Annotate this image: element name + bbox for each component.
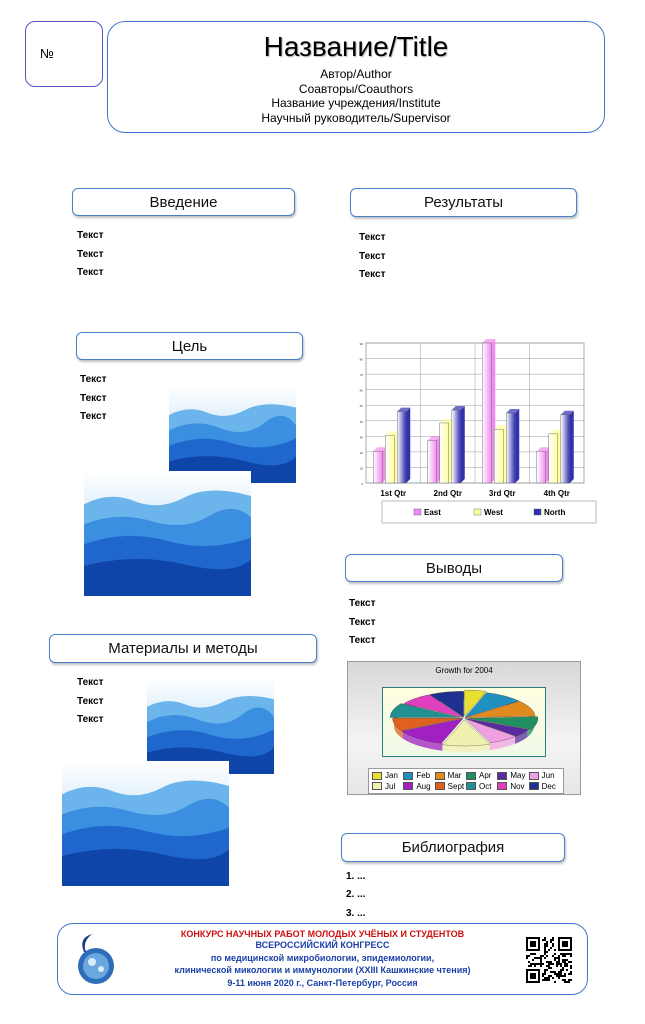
pie-legend-item <box>372 782 403 792</box>
bar <box>482 343 491 483</box>
pie-legend-swatch <box>435 772 445 780</box>
footer-congress-title: ВСЕРОССИЙСКИЙ КОНГРЕСС <box>255 940 390 950</box>
intro-text-1: Текст <box>77 230 104 241</box>
goal-text-2: Текст <box>80 393 107 404</box>
pie-chart-title: Growth for 2004 <box>435 666 493 675</box>
pie-legend-item <box>529 782 560 792</box>
number-box <box>25 21 103 87</box>
section-results-header: Результаты <box>350 188 577 217</box>
pie-legend-swatch <box>529 772 539 780</box>
pie-legend-item <box>466 771 497 781</box>
footer-contest-title: КОНКУРС НАУЧНЫХ РАБОТ МОЛОДЫХ УЧЁНЫХ И СТУДЕНТОВ <box>180 929 465 939</box>
goal-text-3: Текст <box>80 411 107 422</box>
page-title: Название/Title <box>263 31 449 62</box>
bar <box>494 429 503 483</box>
pie-legend-label: Mar <box>447 771 462 781</box>
pie-legend-label: Jun <box>541 771 555 781</box>
section-conclusions-header: Выводы <box>345 554 563 582</box>
pie-legend-label: Dec <box>541 781 556 791</box>
pie-legend-swatch <box>372 772 382 780</box>
pie-legend-item <box>529 771 560 781</box>
pie-legend-item <box>497 782 528 792</box>
conclusions-text-2: Текст <box>349 617 376 628</box>
x-tick-label: 2nd Qtr <box>433 489 462 498</box>
bar <box>561 415 570 483</box>
pie-legend-item <box>435 771 466 781</box>
bar <box>397 412 406 483</box>
conclusions-text-3: Текст <box>349 635 376 646</box>
pie-legend-swatch <box>529 782 539 790</box>
pie-legend-item <box>403 771 434 781</box>
pie-legend-label: Feb <box>416 771 431 781</box>
y-tick-label: 80 <box>359 357 363 362</box>
results-text-1: Текст <box>359 232 386 243</box>
bar <box>537 451 546 483</box>
y-tick-label: 90 <box>359 342 363 346</box>
legend-label: North <box>544 508 566 517</box>
y-tick-label: 60 <box>359 388 363 393</box>
pie-legend-item <box>435 782 466 792</box>
x-tick-label: 1st Qtr <box>380 489 407 498</box>
pie-legend-label: May <box>510 771 526 781</box>
y-tick-label: 20 <box>359 450 363 455</box>
pie-legend-item <box>403 782 434 792</box>
footer-congress-subtitle-2: клинической микологии и иммунологии (XXIII Кашкинские чтения) <box>174 965 471 975</box>
pie-legend-item <box>466 782 497 792</box>
mountain-image <box>169 387 296 483</box>
legend-swatch <box>414 509 421 515</box>
pie-chart <box>347 661 581 795</box>
supervisor-line: Научный руководитель/Supervisor <box>261 111 451 125</box>
bar <box>428 440 437 483</box>
methods-text-1: Текст <box>77 677 104 688</box>
results-text-2: Текст <box>359 251 386 262</box>
pie-legend-swatch <box>372 782 382 790</box>
institute-line: Название учреждения/Institute <box>271 96 441 110</box>
bibliography-item-1: 1. ... <box>346 871 366 882</box>
conclusions-text-1: Текст <box>349 598 376 609</box>
y-tick-label: 30 <box>359 435 363 440</box>
pie-legend-label: Apr <box>479 771 492 781</box>
author-line: Автор/Author <box>320 67 392 81</box>
bar-side <box>570 411 574 483</box>
bar-side <box>461 406 465 483</box>
x-tick-label: 3rd Qtr <box>488 489 516 498</box>
bar <box>373 451 382 483</box>
intro-text-2: Текст <box>77 249 104 260</box>
pie-legend-swatch <box>497 772 507 780</box>
bibliography-item-2: 2. ... <box>346 889 366 900</box>
bar <box>452 410 461 483</box>
pie-legend-label: Aug <box>416 781 431 791</box>
section-intro-header: Введение <box>72 188 295 216</box>
y-tick-label: 50 <box>359 404 363 409</box>
y-tick-label: 0 <box>361 482 363 486</box>
pie-legend-swatch <box>403 782 413 790</box>
bar <box>506 413 515 483</box>
section-goal-header: Цель <box>76 332 303 360</box>
footer-box <box>57 923 588 995</box>
mountain-image <box>62 761 229 886</box>
legend-label: East <box>424 508 441 517</box>
y-tick-label: 10 <box>359 466 363 471</box>
pie-legend-label: Jan <box>385 771 398 781</box>
pie-legend-label: Oct <box>479 781 492 791</box>
pie-legend-swatch <box>497 782 507 790</box>
pie-legend-swatch <box>435 782 445 790</box>
mountain-image <box>84 471 251 596</box>
pie-legend-swatch <box>466 782 476 790</box>
methods-text-3: Текст <box>77 714 104 725</box>
number-label: № <box>40 46 54 61</box>
footer-date-location: 9-11 июня 2020 г., Санкт-Петербург, Россия <box>227 978 418 988</box>
bar <box>440 423 449 483</box>
pie-legend-label: Nov <box>510 781 525 791</box>
pie-legend-swatch <box>466 772 476 780</box>
bar <box>385 435 394 483</box>
pie-legend-label: Jul <box>385 781 396 791</box>
section-methods-header: Материалы и методы <box>49 634 317 663</box>
intro-text-3: Текст <box>77 267 104 278</box>
y-tick-label: 40 <box>359 419 363 424</box>
methods-text-2: Текст <box>77 696 104 707</box>
bar-chart <box>352 338 602 528</box>
coauthors-line: Соавторы/Coauthors <box>298 82 414 96</box>
footer-congress-subtitle-1: по медицинской микробиологии, эпидемиологии, <box>210 953 435 963</box>
bar-side <box>515 409 519 483</box>
mountain-image <box>147 679 274 774</box>
bar-side <box>406 408 410 483</box>
x-tick-label: 4th Qtr <box>543 489 570 498</box>
pie-legend-item <box>497 771 528 781</box>
bar <box>549 434 558 483</box>
legend-label: West <box>484 508 503 517</box>
pie-svg <box>383 688 545 756</box>
pie-legend <box>368 768 564 794</box>
y-tick-label: 70 <box>359 373 363 378</box>
pie-legend-item <box>372 771 403 781</box>
pie-legend-swatch <box>403 772 413 780</box>
section-bibliography-header: Библиография <box>341 833 565 862</box>
title-box <box>107 21 605 133</box>
pie-plot-area <box>382 687 546 757</box>
bar-chart-svg <box>352 338 602 528</box>
bibliography-item-3: 3. ... <box>346 908 366 919</box>
results-text-3: Текст <box>359 269 386 280</box>
goal-text-1: Текст <box>80 374 107 385</box>
legend-swatch <box>534 509 541 515</box>
pie-legend-label: Sept <box>447 781 465 791</box>
qr-code-icon <box>526 937 572 983</box>
legend-swatch <box>474 509 481 515</box>
